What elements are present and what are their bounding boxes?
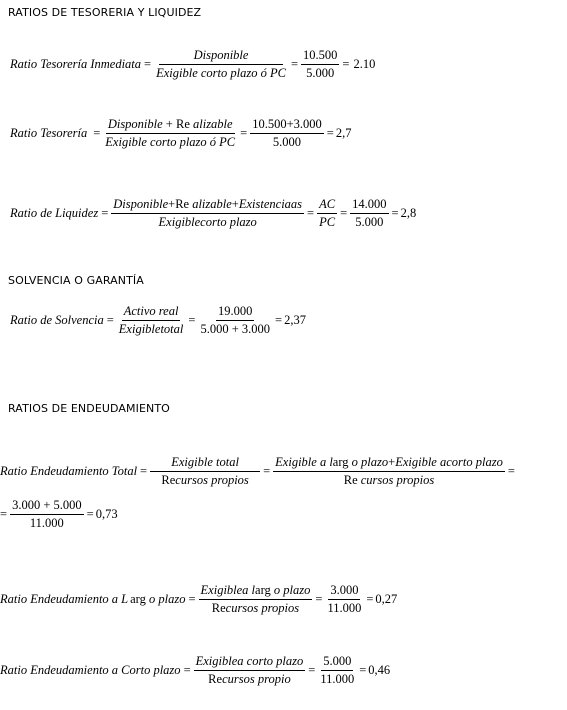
fraction-values: [250, 117, 324, 150]
numerator-value: 10.500: [301, 48, 339, 65]
section-heading-endeudamiento: RATIOS DE ENDEUDAMIENTO: [8, 402, 170, 415]
numerator: [273, 455, 505, 472]
denominator: Exigiblecorto plazo: [158, 215, 257, 229]
numerator: Disponible: [159, 48, 283, 65]
term-re: Re: [175, 117, 190, 131]
term-cursos-propios: cursos propios: [175, 473, 249, 487]
numerator: Activo real: [122, 304, 181, 321]
fraction-expanded: [273, 455, 505, 488]
term-re: Re: [175, 197, 190, 211]
formula-endeudamiento-corto: [0, 654, 390, 687]
term-alizable: alizable: [189, 117, 233, 131]
formula-label: Ratio Endeudamiento a Corto plazo: [0, 663, 181, 677]
numerator-value: 14.000: [350, 197, 388, 214]
denominator: Recursos propios: [211, 601, 300, 615]
equals-sign: =: [315, 592, 323, 606]
term-exigible-largo: Exigible a l: [275, 455, 333, 469]
denominator: Exigible corto plazo ó PC: [105, 135, 236, 149]
fraction-symbolic: [150, 455, 260, 488]
denominator: Recursos propio: [208, 672, 291, 686]
denominator-pc: PC: [319, 215, 336, 229]
section-heading-tesoreria: RATIOS DE TESORERIA Y LIQUIDEZ: [8, 6, 202, 19]
fraction-symbolic: [117, 304, 186, 337]
formula-endeudamiento-largo: [0, 583, 397, 616]
result-value: 2,7: [335, 126, 352, 140]
equals-sign: =: [240, 126, 248, 140]
formula-label: Ratio Endeudamiento a L arg o plazo: [0, 592, 186, 606]
equals-sign: =: [308, 663, 316, 677]
equals-sign: =: [290, 57, 299, 71]
equals-sign: =: [263, 464, 271, 478]
result-value: 2.10: [353, 57, 376, 71]
equals-sign: =: [366, 592, 374, 606]
denominator: Exigible corto plazo ó PC: [156, 66, 286, 80]
fraction-values: [301, 48, 339, 81]
result-value: 0,46: [368, 663, 391, 677]
equals-sign: =: [101, 206, 109, 220]
equals-sign: =: [140, 464, 148, 478]
numerator: [111, 197, 304, 214]
fraction-symbolic: [111, 197, 304, 230]
equals-sign: =: [0, 507, 8, 521]
formula-endeudamiento-total: [0, 455, 517, 488]
fraction-values: [198, 304, 272, 337]
equals-sign: =: [342, 57, 350, 71]
formula-label: Ratio Tesorería: [10, 126, 88, 140]
equals-sign: =: [507, 464, 515, 478]
equals-sign: =: [359, 663, 367, 677]
denominator-value: 5.000: [355, 215, 384, 229]
equals-sign: =: [188, 313, 196, 327]
plus-sign: +: [388, 455, 396, 469]
plus-sign: +: [231, 197, 239, 211]
result-value: 2,37: [284, 313, 306, 327]
formula-label: Ratio Endeudamiento Total: [0, 464, 138, 478]
fraction-symbolic: [154, 48, 288, 81]
formula-liquidez: [10, 197, 416, 230]
fraction-values: [350, 197, 388, 230]
denominator-value: 5.000: [306, 66, 335, 80]
formula-label: Ratio de Solvencia: [10, 313, 104, 327]
numerator: Exigiblea corto plazo: [194, 654, 306, 671]
numerator-value: 3.000 + 5.000: [10, 498, 84, 515]
denominator: [159, 472, 250, 488]
denominator: [342, 472, 437, 488]
denominator-value: 11.000: [320, 672, 355, 686]
denominator-value: 11.000: [327, 601, 362, 615]
fraction-symbolic: [194, 654, 306, 687]
numerator: [106, 117, 235, 134]
denominator: Exigibletotal: [118, 322, 184, 336]
equals-sign: =: [93, 126, 101, 140]
term-re: Re: [161, 473, 176, 487]
fraction-symbolic: [199, 583, 313, 616]
formula-label: Ratio de Liquidez: [10, 206, 99, 220]
formula-tesoreria-inmediata: [10, 48, 375, 81]
fraction-symbolic: [103, 117, 237, 150]
equals-sign: =: [106, 313, 114, 327]
section-heading-solvencia: SOLVENCIA O GARANTÍA: [8, 274, 144, 287]
numerator: Exigiblea larg o plazo: [199, 583, 313, 600]
formula-tesoreria: [10, 117, 351, 150]
plus-sign: +: [165, 117, 173, 131]
equals-sign: =: [307, 206, 315, 220]
denominator-value: 11.000: [29, 516, 64, 530]
term-existencias: Existenciaas: [238, 197, 303, 211]
term-alizable: alizable: [189, 197, 232, 211]
denominator-value: 5.000: [272, 135, 302, 149]
term-disponible: Disponible: [113, 197, 169, 211]
numerator-ac: AC: [317, 197, 337, 214]
numerator-value: 19.000: [216, 304, 254, 321]
equals-sign: =: [188, 592, 196, 606]
term-o-plazo: o plazo: [351, 455, 389, 469]
numerator: Exigible total: [150, 455, 260, 472]
result-value: 0,73: [95, 507, 118, 521]
result-value: 2,8: [400, 206, 417, 220]
equals-sign: =: [183, 663, 191, 677]
formula-label: Ratio Tesorería Inmediata: [10, 57, 142, 71]
term-re: Re: [343, 473, 358, 487]
term-exigible-corto: Exigible acorto plazo: [395, 455, 503, 469]
fraction-ac-pc: [317, 197, 337, 230]
equals-sign: =: [326, 126, 334, 140]
denominator-value: 5.000 + 3.000: [200, 322, 270, 336]
equals-sign: =: [144, 57, 152, 71]
fraction-values: [10, 498, 84, 531]
fraction-values: [325, 583, 363, 616]
numerator-value: 3.000: [328, 583, 360, 600]
equals-sign: =: [275, 313, 283, 327]
equals-sign: =: [86, 507, 94, 521]
equals-sign: =: [340, 206, 348, 220]
term-arg: arg: [332, 455, 349, 469]
fraction-values: [318, 654, 356, 687]
term-cursos-propios: cursos propios: [357, 473, 435, 487]
formula-endeudamiento-total-values: [0, 498, 118, 531]
equals-sign: =: [391, 206, 399, 220]
formula-solvencia: [10, 304, 306, 337]
result-value: 0,27: [375, 592, 398, 606]
numerator-value: 10.500+3.000: [250, 117, 324, 134]
plus-sign: +: [168, 197, 176, 211]
numerator-value: 5.000: [321, 654, 353, 671]
term-disponible: Disponible: [107, 117, 163, 131]
